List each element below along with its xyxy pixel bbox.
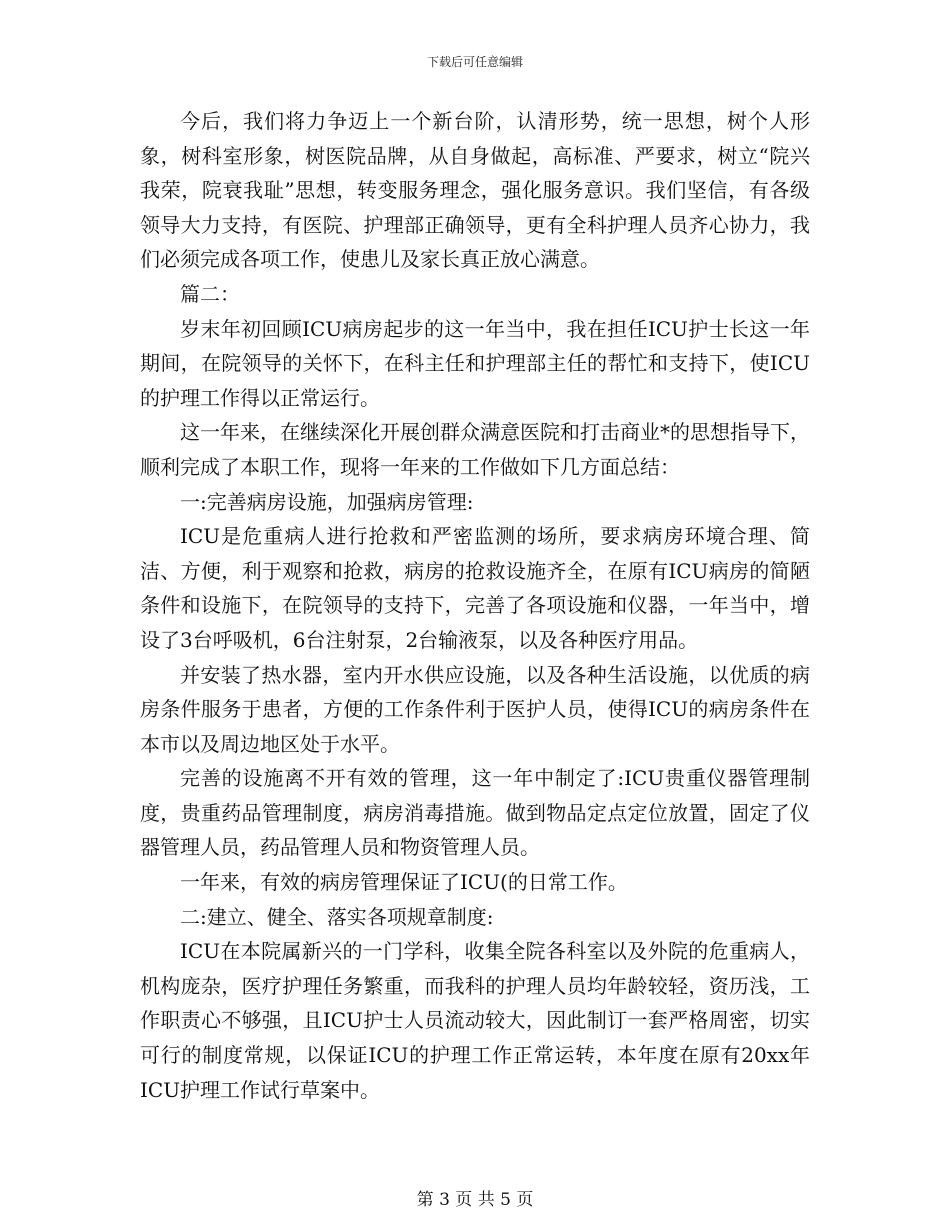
paragraph: 这一年来，在继续深化开展创群众满意医院和打击商业*的思想指导下，顺利完成了本职工作，现将一年来的工作做如下几方面总结： (140, 420, 810, 479)
paragraph: ICU是危重病人进行抢救和严密监测的场所，要求病房环境合理、简洁、方便，利于观察和抢救，病房的抢救设施齐全，在原有ICU病房的简陋条件和设施下，在院领导的支持下，完善了各项设施和仪器，一年当中，增设了3台呼吸机，6台注射泵，2台输液泵，以及各种医疗用品。 (140, 524, 810, 652)
paragraph: 完善的设施离不开有效的管理，这一年中制定了:ICU贵重仪器管理制度，贵重药品管理制度，病房消毒措施。做到物品定点定位放置，固定了仪器管理人员，药品管理人员和物资管理人员。 (140, 766, 810, 860)
paragraph: ICU在本院属新兴的一门学科，收集全院各科室以及外院的危重病人，机构庞杂，医疗护理任务繁重，而我科的护理人员均年龄较轻，资历浅，工作职责心不够强，且ICU护士人员流动较大，因此制订一套严格周密，切实可行的制度常规，以保证ICU的护理工作正常运转，本年度在原有20xx年ICU护理工作试行草案中。 (140, 939, 810, 1102)
page-footer: 第 3 页 共 5 页 (416, 1190, 534, 1210)
document-body (140, 104, 810, 1107)
paragraph: 并安装了热水器，室内开水供应设施，以及各种生活设施，以优质的病房条件服务于患者，方便的工作条件利于医护人员，使得ICU的病房条件在本市以及周边地区处于水平。 (140, 662, 810, 756)
paragraph: 一年来，有效的病房管理保证了ICU(的日常工作。 (180, 870, 628, 895)
subsection-heading: 二:建立、健全、落实各项规章制度: (180, 904, 494, 929)
section-heading: 篇二： (180, 281, 240, 306)
paragraph: 岁末年初回顾ICU病房起步的这一年当中，我在担任ICU护士长这一年期间，在院领导的关怀下，在科主任和护理部主任的帮忙和支持下，使ICU的护理工作得以正常运行。 (140, 316, 810, 410)
subsection-heading: 一:完善病房设施，加强病房管理: (180, 489, 474, 514)
page-header: 下载后可任意编辑 (426, 55, 523, 69)
paragraph: 今后，我们将力争迈上一个新台阶，认清形势，统一思想，树个人形象，树科室形象，树医院品牌，从自身做起，高标准、严要求，树立“院兴我荣，院衰我耻”思想，转变服务理念，强化服务意识。我们坚信，有各级领导大力支持，有医院、护理部正确领导，更有全科护理人员齐心协力，我们必须完成各项工作，使患儿及家长真正放心满意。 (140, 109, 810, 272)
